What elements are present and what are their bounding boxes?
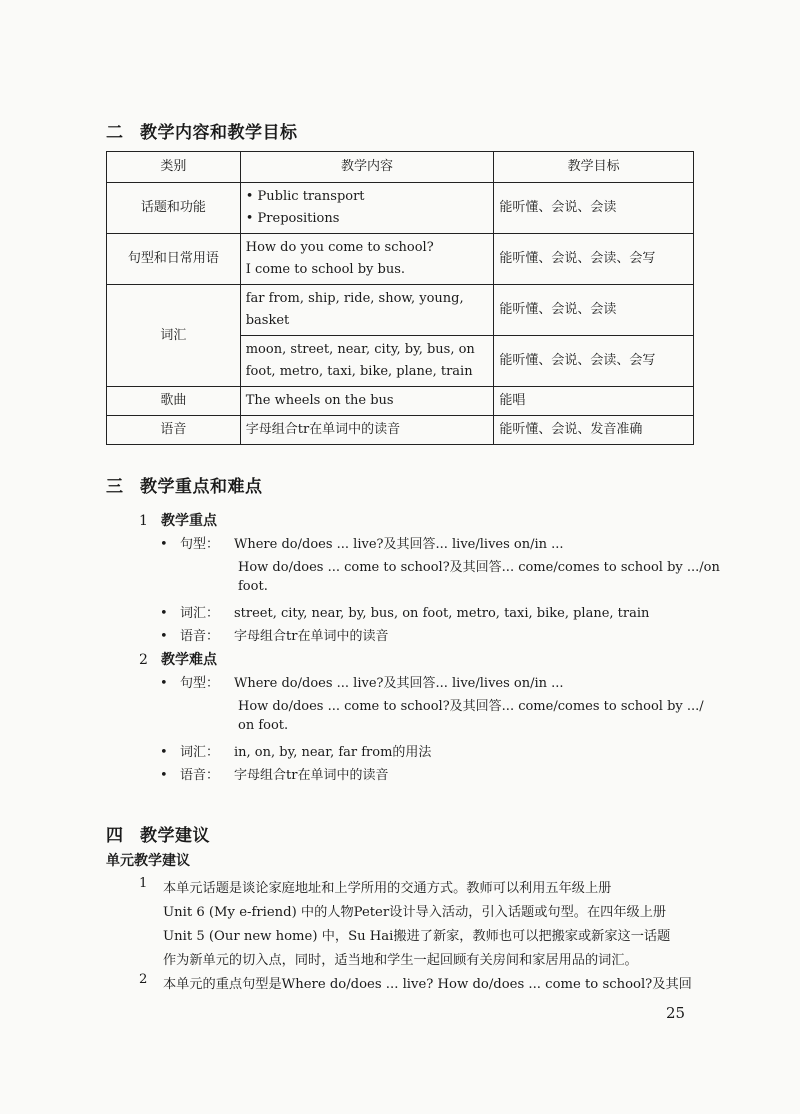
bullet-icon: • (160, 768, 168, 783)
item-text: in, on, by, near, far from的用法 (234, 745, 432, 760)
paragraph-line: Unit 6 (My e-friend) 中的人物Peter设计导入活动，引入话题或句型。在四年级上册 (163, 905, 667, 920)
row-category: 句型和日常用语 (107, 234, 241, 285)
content-line: How do you come to school? (245, 240, 434, 255)
bullet-icon: • (160, 606, 168, 621)
item-text-cont: How do/does ... come to school?及其回答... come/comes to school by .../ (238, 699, 704, 714)
item-text: street, city, near, by, bus, on foot, metro, taxi, bike, plane, train (234, 606, 650, 621)
item-text: 字母组合tr在单词中的读音 (234, 768, 389, 783)
item-label: 词汇： (180, 606, 220, 621)
unit-suggestions-title: 单元教学建议 (106, 853, 190, 869)
sub-number: 2 (139, 652, 148, 668)
bullet-icon: • (160, 537, 168, 552)
header-content: 教学内容 (240, 152, 494, 183)
item-text-cont: How do/does ... come to school?及其回答... come/comes to school by .../on (238, 560, 720, 575)
sub-title: 教学难点 (161, 652, 217, 668)
table-row (107, 387, 694, 416)
focus-phonics-item (160, 625, 388, 644)
row-category: 语音 (107, 416, 241, 445)
content-goals-table (106, 151, 694, 445)
focus-vocab-item (160, 602, 649, 621)
table-row (107, 285, 694, 336)
section-title: 教学建议 (140, 826, 210, 846)
row-category: 词汇 (107, 285, 241, 387)
bullet-icon: • (160, 745, 168, 760)
focus-subheading (139, 510, 217, 530)
header-category: 类别 (107, 152, 241, 183)
row-goal: 能听懂、会说、会读 (494, 285, 694, 336)
section-number: 三 (106, 477, 124, 497)
row-content (240, 336, 494, 387)
section-title: 教学内容和教学目标 (140, 123, 298, 143)
content-line: far from, ship, ride, show, young, (245, 291, 464, 306)
item-text: Where do/does ... live?及其回答... live/lives on/in ... (234, 676, 564, 691)
content-line: foot, metro, taxi, bike, plane, train (245, 364, 473, 379)
table-header-row (107, 152, 694, 183)
row-category: 话题和功能 (107, 183, 241, 234)
paragraph-line: Unit 5 (Our new home) 中，Su Hai搬进了新家，教师也可以把搬家或新家这一话题 (163, 929, 671, 944)
section-heading-suggestions (106, 821, 210, 846)
content-line: 字母组合tr在单词中的读音 (245, 422, 401, 437)
content-line: • Public transport (245, 189, 365, 204)
difficulty-phonics-item (160, 764, 388, 783)
content-line: basket (245, 313, 290, 328)
item-text: Where do/does ... live?及其回答... live/lives on/in ... (234, 537, 564, 552)
para-number: 2 (139, 972, 148, 987)
row-content (240, 416, 494, 445)
row-content (240, 285, 494, 336)
section-number: 四 (106, 826, 124, 846)
table-row (107, 234, 694, 285)
item-text-cont: foot. (238, 579, 268, 594)
content-line: I come to school by bus. (245, 262, 406, 277)
section-heading-focus-difficulty (106, 472, 263, 497)
row-content (240, 183, 494, 234)
item-label: 句型： (180, 537, 220, 552)
row-goal: 能听懂、会说、发音准确 (494, 416, 694, 445)
paragraph-line: 本单元话题是谈论家庭地址和上学所用的交通方式。教师可以利用五年级上册 (163, 881, 612, 896)
item-label: 词汇： (180, 745, 220, 760)
header-goal: 教学目标 (494, 152, 694, 183)
difficulty-vocab-item (160, 741, 431, 760)
item-label: 语音： (180, 629, 220, 644)
bullet-icon: • (160, 676, 168, 691)
difficulty-subheading (139, 649, 217, 669)
paragraph-line: 作为新单元的切入点，同时，适当地和学生一起回顾有关房间和家居用品的词汇。 (163, 953, 638, 968)
focus-sentence-item (160, 533, 564, 552)
section-heading-content-goals (106, 118, 298, 143)
row-content (240, 234, 494, 285)
row-goal: 能听懂、会说、会读、会写 (494, 234, 694, 285)
bullet-icon: • (160, 629, 168, 644)
page-number: 25 (666, 1004, 686, 1022)
content-line: • Prepositions (245, 211, 340, 226)
item-text: 字母组合tr在单词中的读音 (234, 629, 389, 644)
row-goal: 能唱 (494, 387, 694, 416)
paragraph-line: 本单元的重点句型是Where do/does ... live? How do/does ... come to school?及其回 (163, 977, 692, 992)
row-goal: 能听懂、会说、会读、会写 (494, 336, 694, 387)
sub-title: 教学重点 (161, 513, 217, 529)
difficulty-sentence-item (160, 672, 564, 691)
content-line: The wheels on the bus (245, 393, 394, 408)
content-line: moon, street, near, city, by, bus, on (245, 342, 475, 357)
row-content (240, 387, 494, 416)
para-number: 1 (139, 876, 148, 891)
row-category: 歌曲 (107, 387, 241, 416)
item-label: 语音： (180, 768, 220, 783)
row-goal: 能听懂、会说、会读 (494, 183, 694, 234)
sub-number: 1 (139, 513, 148, 529)
section-title: 教学重点和难点 (140, 477, 263, 497)
table-row (107, 416, 694, 445)
table-row (107, 183, 694, 234)
section-number: 二 (106, 123, 124, 143)
item-text-cont: on foot. (238, 718, 289, 733)
item-label: 句型： (180, 676, 220, 691)
